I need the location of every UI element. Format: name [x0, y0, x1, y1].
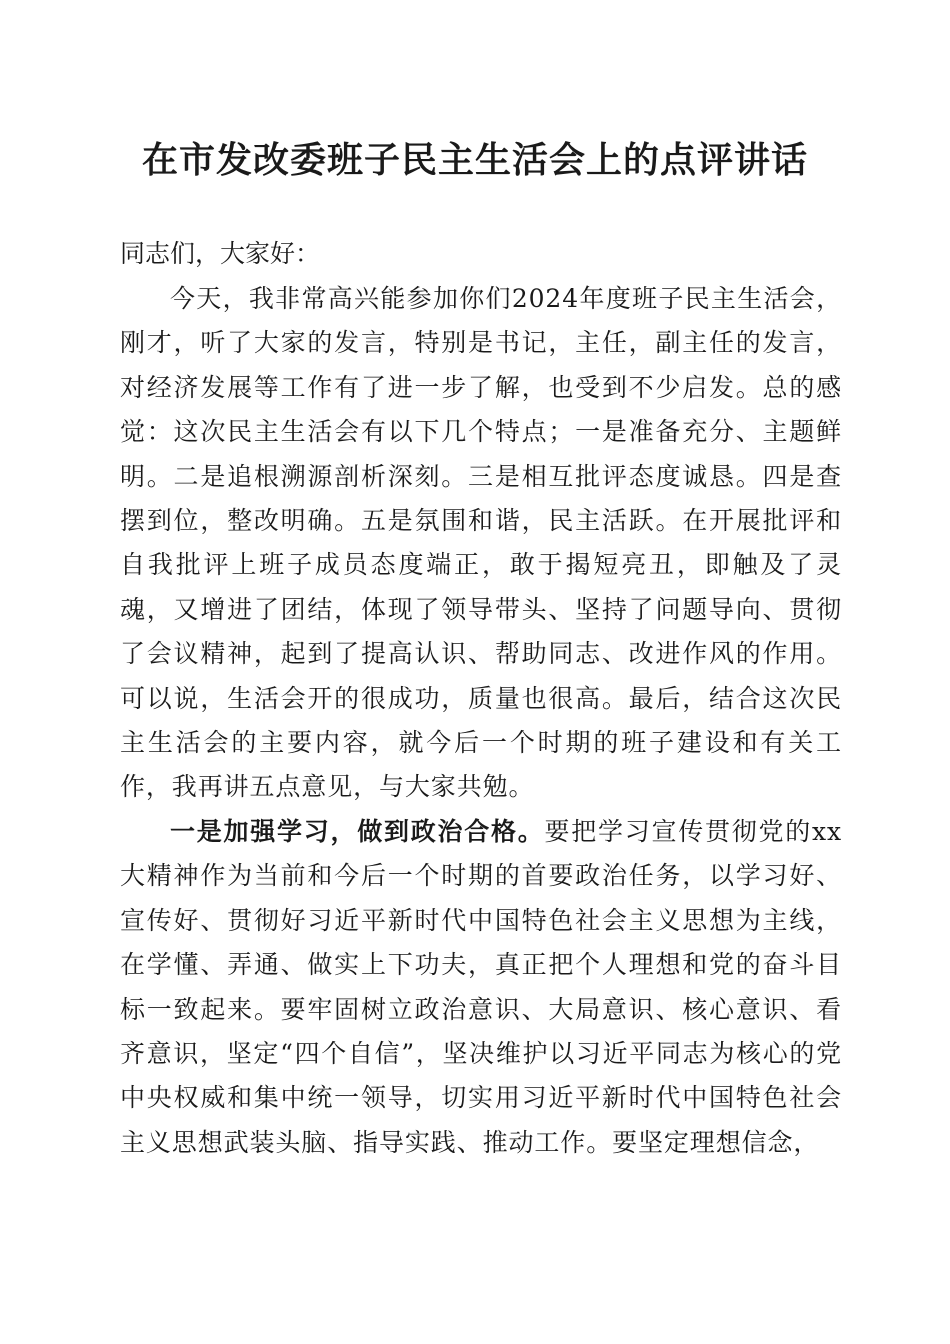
paragraph-2-text: 要把学习宣传贯彻党的xx大精神作为当前和今后一个时期的首要政治任务，以学习好、宣传好、贯彻好习近平新时代中国特色社会主义思想为主线，在学懂、弄通、做实上下功夫，真正把个人理想和党的奋斗目标一致起来。要牢固树立政治意识、大局意识、核心意识、看齐意识，坚定“四个自信”，坚决维护以习近平同志为核心的党中央权威和集中统一领导，切实用习近平新时代中国特色社会主义思想武装头脑、指导实践、推动工作。要坚定理想信念，	[120, 817, 842, 1157]
paragraph-2	[120, 810, 842, 1165]
document-title: 在市发改委班子民主生活会上的点评讲话	[141, 139, 808, 181]
greeting: 同志们，大家好：	[120, 239, 321, 268]
paragraph-1-text: 今天，我非常高兴能参加你们2024年度班子民主生活会，刚才，听了大家的发言，特别是书记，主任，副主任的发言，对经济发展等工作有了进一步了解，也受到不少启发。总的感觉：这次民主生活会有以下几个特点；一是准备充分、主题鲜明。二是追根溯源剖析深刻。三是相互批评态度诚恳。四是查摆到位，整改明确。五是氛围和谐，民主活跃。在开展批评和自我批评上班子成员态度端正，敢于揭短亮丑，即触及了灵魂，又增进了团结，体现了领导带头、坚持了问题导向、贯彻了会议精神，起到了提高认识、帮助同志、改进作风的作用。可以说，生活会开的很成功，质量也很高。最后，结合这次民主生活会的主要内容，就今后一个时期的班子建设和有关工作，我再讲五点意见，与大家共勉。	[120, 284, 842, 802]
paragraph-2-lead: 一是加强学习，做到政治合格。	[170, 817, 545, 846]
paragraph-1	[120, 277, 842, 810]
